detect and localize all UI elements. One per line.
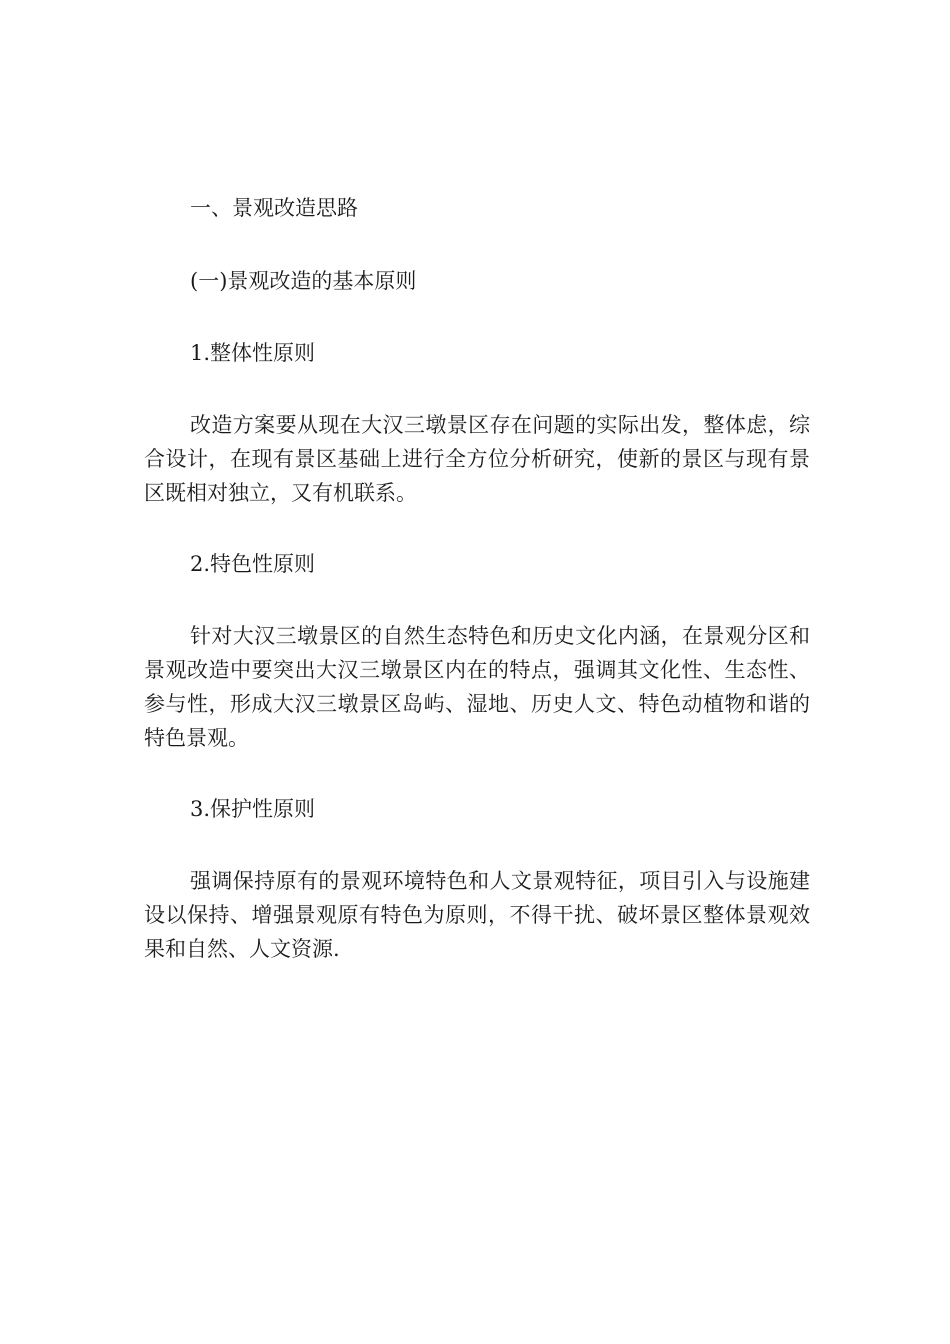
principle-body-2: 针对大汉三墩景区的自然生态特色和历史文化内涵，在景观分区和景观改造中要突出大汉三墩景区内在的特点，强调其文化性、生态性、参与性，形成大汉三墩景区岛屿、湿地、历史人文、特色动植物和谐的特色景观。 [144,624,810,750]
principle-title-3: 3.保护性原则 [190,797,316,821]
principle-title-2: 2.特色性原则 [190,552,316,576]
principle-body-1: 改造方案要从现在大汉三墩景区存在问题的实际出发，整体虑，综合设计，在现有景区基础上进行全方位分析研究，使新的景区与现有景区既相对独立，又有机联系。 [144,413,810,505]
document-body [144,193,810,966]
principle-title-1: 1.整体性原则 [190,341,316,365]
subsection-heading: (一)景观改造的基本原则 [190,269,417,293]
principle-body-3: 强调保持原有的景观环境特色和人文景观特征，项目引入与设施建设以保持、增强景观原有特色为原则，不得干扰、破坏景区整体景观效果和自然、人文资源. [144,869,810,961]
section-heading: 一、景观改造思路 [190,196,358,220]
